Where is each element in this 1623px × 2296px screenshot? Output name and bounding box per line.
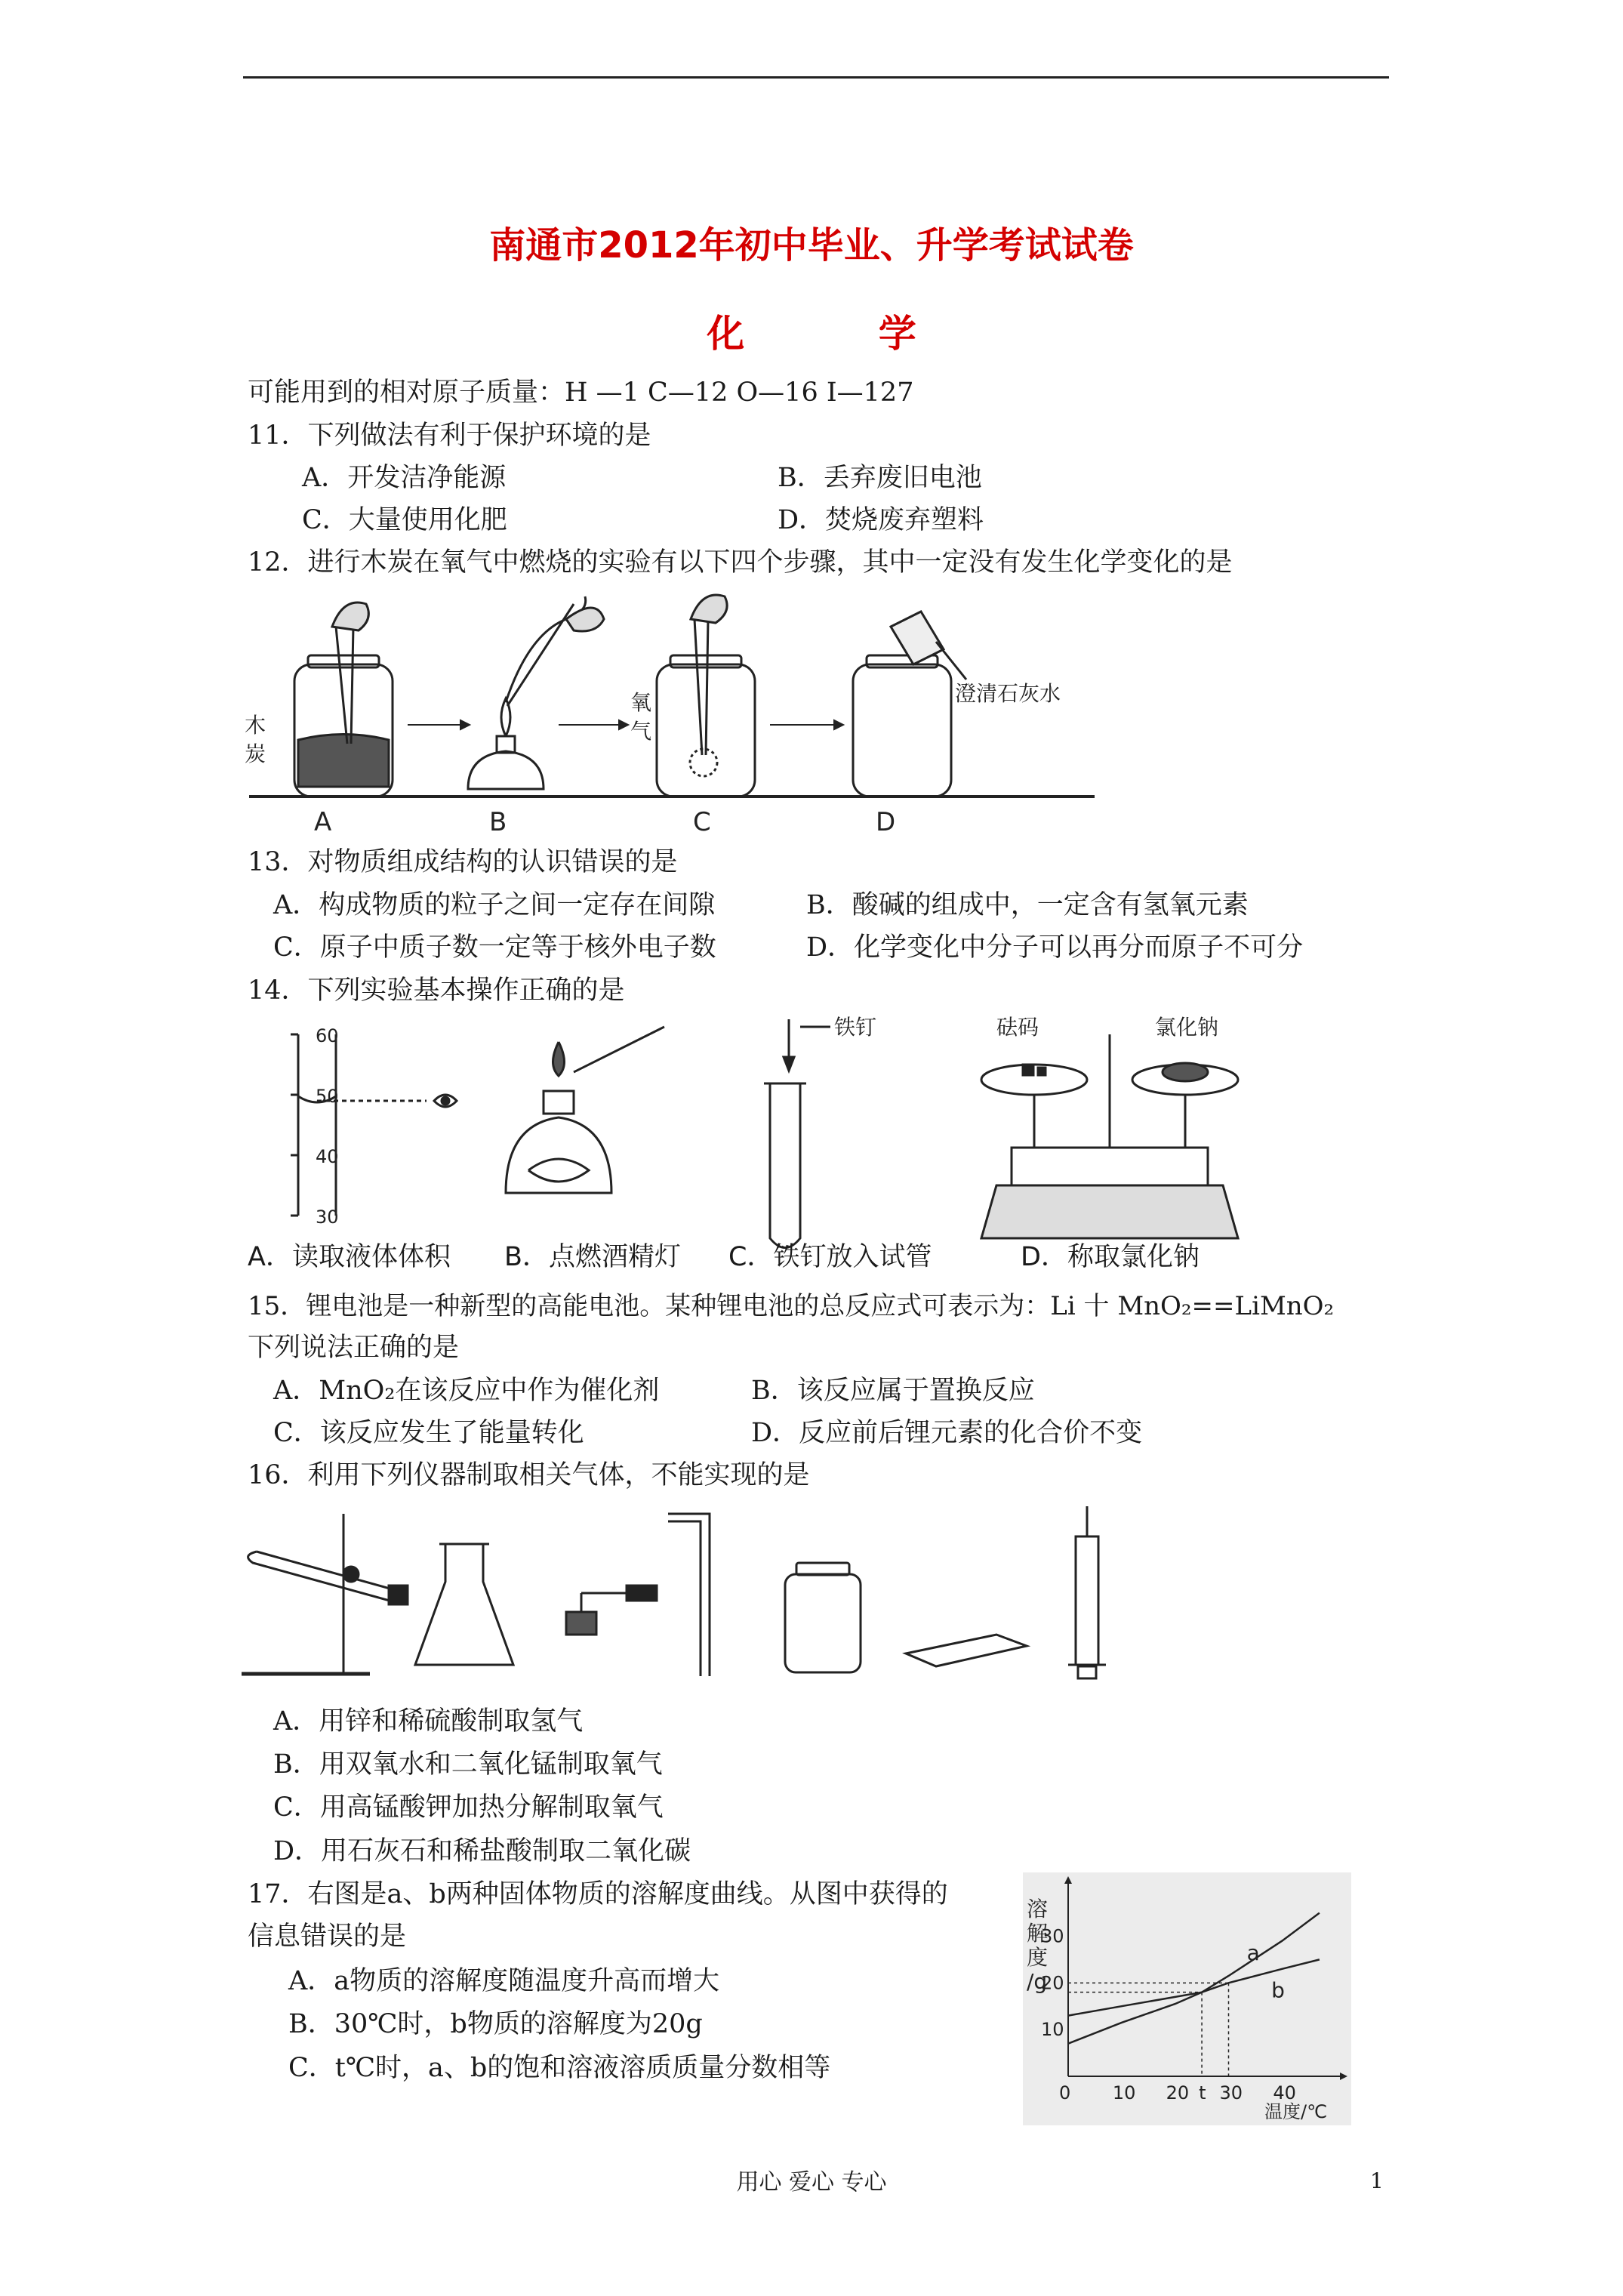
q14-caption-a: A．读取液体体积	[248, 1242, 451, 1272]
solubility-chart	[1023, 1872, 1351, 2125]
step-label-b: B	[489, 807, 507, 837]
gas-jar	[785, 1563, 861, 1672]
q14-caption-c: C．铁钉放入试管	[728, 1242, 932, 1272]
step-label-d: D	[876, 807, 896, 837]
q17-stem-line2: 信息错误的是	[248, 1922, 407, 1952]
q15-stem-line2: 下列说法正确的是	[248, 1333, 460, 1363]
q17-option-b: B．30℃时，b物质的溶解度为20g	[288, 2009, 703, 2039]
step-label-a: A	[314, 807, 332, 837]
q13-option-b: B．酸碱的组成中，一定含有氢氧元素	[806, 890, 1249, 920]
step-c-jar	[657, 595, 755, 797]
cylinder	[291, 1034, 457, 1216]
x-axis-label: 温度/℃	[1264, 2101, 1328, 2122]
y-tick-label: 30	[1041, 1925, 1064, 1947]
q17-option-a: A．a物质的溶解度随温度升高而增大	[288, 1966, 720, 1996]
nacl-label: 氯化钠	[1155, 1015, 1219, 1040]
glass-plate	[906, 1635, 1027, 1666]
q16-option-a: A．用锌和稀硫酸制取氢气	[273, 1706, 584, 1737]
x-tick-label: t	[1199, 2082, 1206, 2103]
weights-label: 砝码	[996, 1015, 1039, 1040]
ylabel-char-1: 溶	[1027, 1897, 1049, 1922]
q16-figure	[242, 1499, 1147, 1684]
test-tube	[764, 1019, 830, 1248]
q14-stem: 14．下列实验基本操作正确的是	[248, 975, 625, 1006]
q11-option-d: D．焚烧废弃塑料	[778, 505, 984, 535]
q12-figure	[242, 589, 1117, 838]
scale-40: 40	[316, 1146, 339, 1167]
q15-option-a: A．MnO₂在该反应中作为催化剂	[273, 1376, 660, 1406]
q14-figure	[242, 1012, 1283, 1268]
step-b-lamp	[468, 596, 604, 789]
q11-stem: 11．下列做法有利于保护环境的是	[248, 421, 651, 451]
q12-stem: 12．进行木炭在氧气中燃烧的实验有以下四个步骤，其中一定没有发生化学变化的是	[248, 547, 1233, 578]
scale-50: 50	[316, 1086, 339, 1107]
exam-title: 南通市2012年初中毕业、升学考试试卷	[489, 224, 1134, 267]
q15-option-b: B．该反应属于置换反应	[751, 1376, 1035, 1406]
oxygen-label-2: 气	[630, 719, 652, 744]
ylabel-char-2: 解	[1027, 1921, 1049, 1946]
q15-option-d: D．反应前后锂元素的化合价不变	[751, 1418, 1143, 1448]
series-b-label: b	[1271, 1977, 1285, 2003]
step-d-jar	[853, 612, 966, 797]
x-tick-label: 40	[1273, 2082, 1296, 2103]
page-number: 1	[1370, 2168, 1384, 2193]
alcohol-lamp	[506, 1027, 664, 1193]
x-tick-label: 10	[1112, 2082, 1136, 2103]
scale-30: 30	[316, 1207, 339, 1228]
step-label-c: C	[693, 807, 711, 837]
x-tick-label: 20	[1166, 2082, 1190, 2103]
nail-label: 铁钉	[834, 1015, 877, 1040]
series-a-label: a	[1246, 1940, 1260, 1965]
bent-tube	[668, 1514, 710, 1676]
q16-stem: 16．利用下列仪器制取相关气体，不能实现的是	[248, 1460, 810, 1490]
arrow-1	[408, 720, 470, 729]
syringe	[1068, 1506, 1106, 1678]
ylabel-char-4: /g	[1027, 1969, 1048, 1994]
y-tick-label: 20	[1041, 1972, 1064, 1994]
x-tick-label: 30	[1219, 2082, 1243, 2103]
q16-option-b: B．用双氧水和二氧化锰制取氧气	[273, 1749, 663, 1780]
q14-caption-b: B．点燃酒精灯	[504, 1242, 682, 1272]
atomic-masses: 可能用到的相对原子质量：H —1 C—12 O—16 I—127	[248, 378, 914, 408]
iron-stand	[242, 1514, 408, 1674]
oxygen-label-1: 氧	[630, 690, 652, 715]
q15-option-c: C．该反应发生了能量转化	[273, 1418, 584, 1448]
ylabel-char-3: 度	[1027, 1945, 1049, 1970]
q11-option-c: C．大量使用化肥	[302, 505, 507, 535]
charcoal-label-2: 炭	[245, 741, 266, 766]
q17-stem-line1: 17．右图是a、b两种固体物质的溶解度曲线。从图中获得的	[248, 1879, 948, 1909]
y-tick-label: 10	[1041, 2019, 1064, 2041]
scale-60: 60	[316, 1025, 339, 1046]
step-a-jar	[294, 603, 393, 797]
q13-option-a: A．构成物质的粒子之间一定存在间隙	[273, 890, 716, 920]
q16-option-d: D．用石灰石和稀盐酸制取二氧化碳	[273, 1836, 691, 1866]
charcoal-label-1: 木	[245, 713, 266, 738]
stopper-tube	[566, 1586, 657, 1635]
q13-option-c: C．原子中质子数一定等于核外电子数	[273, 932, 716, 963]
q17-option-c: C．t℃时，a、b的饱和溶液溶质质量分数相等	[288, 2053, 831, 2083]
limewater-label: 澄清石灰水	[955, 681, 1061, 706]
subject-title: 化 学	[707, 312, 977, 356]
q11-option-a: A．开发洁净能源	[302, 463, 507, 493]
q16-option-c: C．用高锰酸钾加热分解制取氧气	[273, 1792, 664, 1823]
q11-option-b: B．丢弃废旧电池	[778, 463, 982, 493]
x-tick-label: 0	[1059, 2082, 1071, 2103]
q15-stem-line1: 15．锂电池是一种新型的高能电池。某种锂电池的总反应式可表示为：Li 十 MnO₂==LiMnO₂	[248, 1291, 1335, 1321]
balance	[981, 1034, 1238, 1238]
arrow-3	[770, 720, 843, 729]
footer-motto: 用心 爱心 专心	[736, 2169, 887, 2196]
header-rule	[243, 76, 1389, 79]
arrow-2	[559, 720, 628, 729]
q13-stem: 13．对物质组成结构的认识错误的是	[248, 847, 678, 877]
conical-flask	[415, 1544, 513, 1665]
q13-option-d: D．化学变化中分子可以再分而原子不可分	[806, 932, 1304, 963]
q14-caption-d: D．称取氯化钠	[1021, 1242, 1200, 1272]
